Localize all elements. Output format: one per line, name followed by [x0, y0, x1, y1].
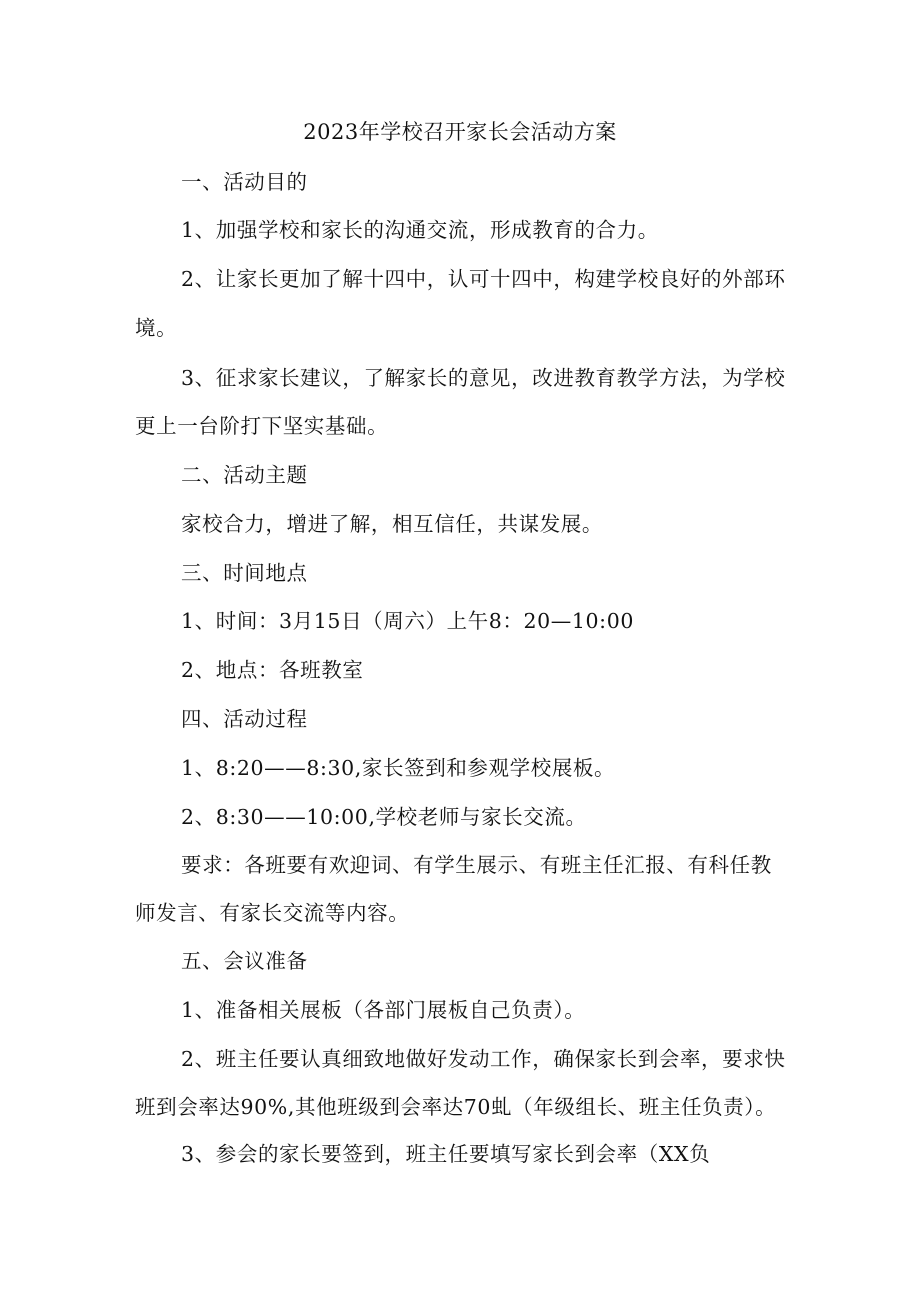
- paragraph-line: 1、8:20——8:30,家长签到和参观学校展板。: [181, 756, 616, 780]
- section-heading-time-place: 三、时间地点: [181, 561, 308, 585]
- document-title: 2023年学校召开家长会活动方案: [303, 120, 617, 144]
- paragraph-line: 班到会率达90%,其他班级到会率达70虬（年级组长、班主任负责）。: [135, 1095, 777, 1119]
- paragraph-line: 3、征求家长建议，了解家长的意见，改进教育教学方法，为学校: [181, 366, 786, 390]
- paragraph-line: 2、8:30——10:00,学校老师与家长交流。: [181, 805, 587, 829]
- paragraph-line: 1、加强学校和家长的沟通交流，形成教育的合力。: [181, 218, 659, 242]
- paragraph-line: 1、准备相关展板（各部门展板自己负责）。: [181, 998, 586, 1022]
- paragraph-line: 2、地点：各班教室: [181, 658, 364, 682]
- paragraph-line: 境。: [135, 316, 178, 340]
- section-heading-purpose: 一、活动目的: [181, 170, 308, 194]
- section-heading-theme: 二、活动主题: [181, 463, 308, 487]
- section-heading-preparation: 五、会议准备: [181, 949, 308, 973]
- paragraph-line: 2、班主任要认真细致地做好发动工作，确保家长到会率，要求快: [181, 1047, 786, 1071]
- paragraph-line: 1、时间：3月15日（周六）上午8：20—10:00: [181, 609, 634, 633]
- section-heading-process: 四、活动过程: [181, 707, 308, 731]
- paragraph-line: 更上一台阶打下坚实基础。: [135, 414, 389, 438]
- paragraph-line: 3、参会的家长要签到，班主任要填写家长到会率（XX负: [181, 1142, 711, 1166]
- paragraph-line: 家校合力，增进了解，相互信任，共谋发展。: [181, 512, 603, 536]
- paragraph-line: 要求：各班要有欢迎词、有学生展示、有班主任汇报、有科任教: [181, 853, 772, 877]
- paragraph-line: 2、让家长更加了解十四中，认可十四中，构建学校良好的外部环: [181, 267, 786, 291]
- paragraph-line: 师发言、有家长交流等内容。: [135, 901, 410, 925]
